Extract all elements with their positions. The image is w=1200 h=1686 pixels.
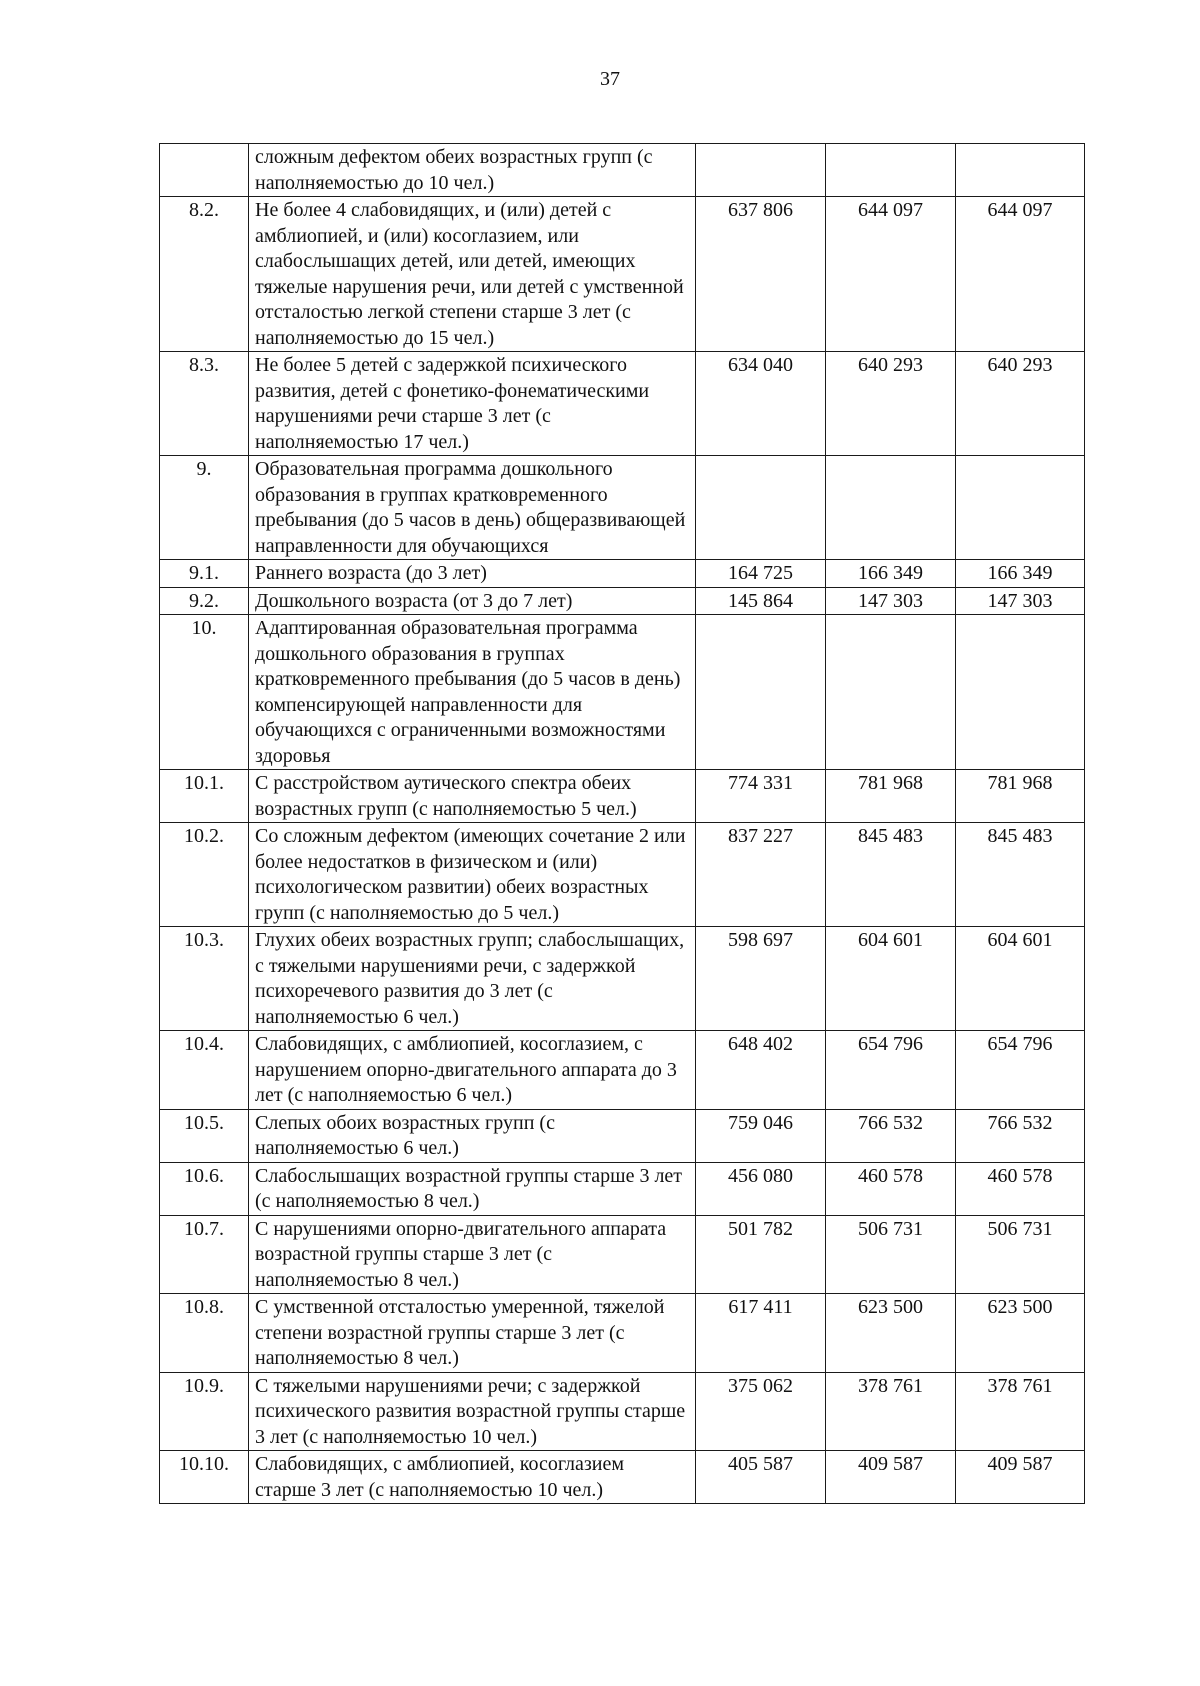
row-description-cell: Дошкольного возраста (от 3 до 7 лет) [249,587,696,615]
table-row [160,1031,1085,1110]
row-description-cell: Со сложным дефектом (имеющих сочетание 2 или более недостатков в физическом и (или) психологическом развитии) обеих возрастных групп (с наполняемостью до 5 чел.) [249,823,696,927]
row-description-cell: Не более 4 слабовидящих, и (или) детей с амблиопией, и (или) косоглазием, или слабослышащих детей, или детей, имеющих тяжелые нарушения речи, или детей с умственной отсталостью легкой степени старше 3 лет (с наполняемостью до 15 чел.) [249,197,696,352]
table-body [160,144,1085,1504]
row-value-2-cell: 378 761 [826,1372,956,1451]
row-number-cell: 10.2. [160,823,249,927]
row-value-3-cell: 604 601 [956,927,1085,1031]
row-value-1-cell: 456 080 [696,1162,826,1215]
row-value-3-cell [956,615,1085,770]
row-value-3-cell [956,144,1085,197]
row-value-1-cell: 145 864 [696,587,826,615]
table-row [160,823,1085,927]
row-number-cell: 9. [160,456,249,560]
row-value-2-cell: 766 532 [826,1109,956,1162]
row-description-cell: Глухих обеих возрастных групп; слабослышащих, с тяжелыми нарушениями речи, с задержкой психоречевого развития до 3 лет (с наполняемостью 6 чел.) [249,927,696,1031]
row-value-2-cell: 460 578 [826,1162,956,1215]
row-number-cell: 8.3. [160,352,249,456]
row-number-cell: 10.1. [160,770,249,823]
row-description-cell: Раннего возраста (до 3 лет) [249,560,696,588]
row-value-1-cell: 617 411 [696,1294,826,1373]
row-value-3-cell: 378 761 [956,1372,1085,1451]
row-value-3-cell: 640 293 [956,352,1085,456]
row-value-1-cell [696,615,826,770]
row-description-cell: С расстройством аутического спектра обеих возрастных групп (с наполняемостью 5 чел.) [249,770,696,823]
row-value-3-cell: 506 731 [956,1215,1085,1294]
row-value-1-cell: 634 040 [696,352,826,456]
row-number-cell: 9.2. [160,587,249,615]
row-value-2-cell [826,144,956,197]
table-row [160,770,1085,823]
row-value-2-cell: 640 293 [826,352,956,456]
table-row [160,1294,1085,1373]
table-row [160,560,1085,588]
table-row [160,197,1085,352]
row-number-cell: 10.6. [160,1162,249,1215]
row-number-cell: 10.9. [160,1372,249,1451]
row-value-1-cell: 648 402 [696,1031,826,1110]
row-value-2-cell: 409 587 [826,1451,956,1504]
table-row [160,352,1085,456]
row-number-cell: 10.10. [160,1451,249,1504]
tariff-table [159,143,1085,1504]
table-row [160,1372,1085,1451]
row-value-3-cell: 781 968 [956,770,1085,823]
row-value-1-cell: 759 046 [696,1109,826,1162]
row-value-1-cell: 375 062 [696,1372,826,1451]
table-row [160,1215,1085,1294]
row-value-2-cell: 604 601 [826,927,956,1031]
row-value-1-cell [696,144,826,197]
row-value-3-cell: 766 532 [956,1109,1085,1162]
table-row [160,1162,1085,1215]
row-value-1-cell: 164 725 [696,560,826,588]
row-value-1-cell: 774 331 [696,770,826,823]
row-value-1-cell: 405 587 [696,1451,826,1504]
row-value-3-cell: 654 796 [956,1031,1085,1110]
row-value-2-cell: 623 500 [826,1294,956,1373]
row-description-cell: С тяжелыми нарушениями речи; с задержкой психического развития возрастной группы старше 3 лет (с наполняемостью 10 чел.) [249,1372,696,1451]
row-description-cell: Слабослышащих возрастной группы старше 3 лет (с наполняемостью 8 чел.) [249,1162,696,1215]
page-number: 37 [600,68,620,90]
row-number-cell: 10.8. [160,1294,249,1373]
row-description-cell: С нарушениями опорно-двигательного аппарата возрастной группы старше 3 лет (с наполняемостью 8 чел.) [249,1215,696,1294]
row-description-cell: Не более 5 детей с задержкой психического развития, детей с фонетико-фонематическими нарушениями речи старше 3 лет (с наполняемостью 17 чел.) [249,352,696,456]
row-value-1-cell: 598 697 [696,927,826,1031]
row-description-cell: Слабовидящих, с амблиопией, косоглазием старше 3 лет (с наполняемостью 10 чел.) [249,1451,696,1504]
row-value-1-cell: 637 806 [696,197,826,352]
row-description-cell: Слепых обоих возрастных групп (с наполняемостью 6 чел.) [249,1109,696,1162]
row-value-1-cell [696,456,826,560]
row-number-cell: 10.3. [160,927,249,1031]
row-value-1-cell: 837 227 [696,823,826,927]
row-value-3-cell: 409 587 [956,1451,1085,1504]
row-value-2-cell: 166 349 [826,560,956,588]
row-description-cell: Адаптированная образовательная программа дошкольного образования в группах кратковременного пребывания (до 5 часов в день) компенсирующей направленности для обучающихся с ограниченными возможностями здоровья [249,615,696,770]
table-row [160,1451,1085,1504]
row-value-2-cell: 781 968 [826,770,956,823]
row-value-2-cell: 506 731 [826,1215,956,1294]
row-number-cell: 10.7. [160,1215,249,1294]
row-number-cell: 10. [160,615,249,770]
table-row [160,1109,1085,1162]
table-row [160,927,1085,1031]
row-value-2-cell: 654 796 [826,1031,956,1110]
row-value-2-cell: 147 303 [826,587,956,615]
row-value-3-cell: 623 500 [956,1294,1085,1373]
row-description-cell: Слабовидящих, с амблиопией, косоглазием, с нарушением опорно-двигательного аппарата до 3 лет (с наполняемостью 6 чел.) [249,1031,696,1110]
row-number-cell [160,144,249,197]
row-value-1-cell: 501 782 [696,1215,826,1294]
row-value-3-cell: 147 303 [956,587,1085,615]
row-number-cell: 9.1. [160,560,249,588]
row-number-cell: 10.5. [160,1109,249,1162]
row-value-2-cell: 845 483 [826,823,956,927]
table-row [160,587,1085,615]
row-value-3-cell: 460 578 [956,1162,1085,1215]
row-value-2-cell: 644 097 [826,197,956,352]
row-value-3-cell: 845 483 [956,823,1085,927]
row-value-3-cell [956,456,1085,560]
row-value-3-cell: 166 349 [956,560,1085,588]
row-description-cell: Образовательная программа дошкольного образования в группах кратковременного пребывания (до 5 часов в день) общеразвивающей направленности для обучающихся [249,456,696,560]
row-description-cell: С умственной отсталостью умеренной, тяжелой степени возрастной группы старше 3 лет (с наполняемостью 8 чел.) [249,1294,696,1373]
table-row [160,456,1085,560]
row-value-3-cell: 644 097 [956,197,1085,352]
row-number-cell: 8.2. [160,197,249,352]
row-number-cell: 10.4. [160,1031,249,1110]
row-value-2-cell [826,456,956,560]
row-value-2-cell [826,615,956,770]
table-row [160,144,1085,197]
row-description-cell: сложным дефектом обеих возрастных групп (с наполняемостью до 10 чел.) [249,144,696,197]
table-row [160,615,1085,770]
